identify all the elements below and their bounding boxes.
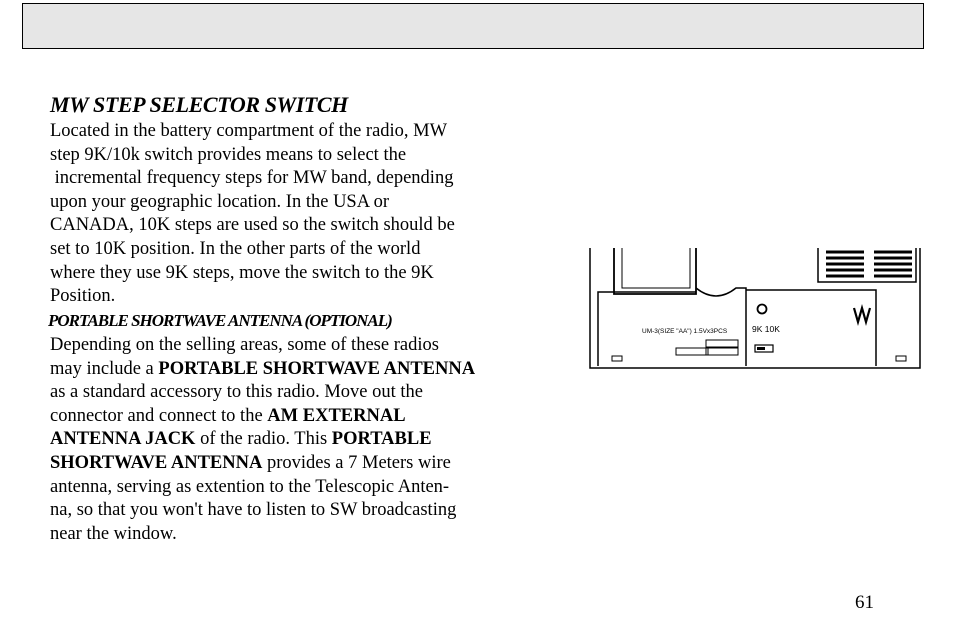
paragraph-shortwave-antenna [50, 334, 570, 546]
clip-left [612, 356, 622, 361]
text-line [50, 452, 570, 476]
section-title: MW STEP SELECTOR SWITCH [50, 92, 348, 117]
bold-term: AM EXTERNAL [267, 405, 406, 426]
step-switch-knob [757, 347, 765, 350]
text-line: near the window. [50, 523, 177, 544]
text-run: connector and connect to the [50, 405, 268, 426]
text-line: incremental frequency steps for MW band, depending [50, 168, 454, 189]
text-line: Depending on the selling areas, some of these radios [50, 335, 439, 355]
antenna-housing-inner [622, 248, 690, 288]
header-bar [22, 3, 924, 49]
bold-term: PORTABLE SHORTWAVE ANTENNA [158, 358, 476, 379]
battery-label: UM-3(SIZE "AA") 1.5Vx3PCS [642, 328, 728, 335]
antenna-jack-icon [758, 305, 767, 314]
text-run: may include a [50, 358, 159, 379]
text-line [50, 428, 570, 452]
text-line: na, so that you won't have to listen to SW broadcasting [50, 500, 457, 521]
text-run: of the radio. This [195, 429, 332, 450]
vent-grille [826, 252, 912, 276]
text-line: CANADA, 10K steps are used so the switch should be [50, 215, 455, 236]
page-number: 61 [855, 592, 874, 613]
antenna-housing [614, 248, 696, 294]
subheading-shortwave-antenna: PORTABLE SHORTWAVE ANTENNA (OPTIONAL) [48, 311, 392, 330]
text-line [50, 358, 570, 382]
clip-right [896, 356, 906, 361]
bold-term: PORTABLE [331, 429, 432, 450]
text-line [50, 405, 570, 429]
battery-compartment-diagram [586, 246, 926, 376]
bold-term: ANTENNA JACK [50, 429, 196, 450]
text-line: antenna, serving as extention to the Telescopic Anten- [50, 476, 450, 497]
text-line: where they use 9K steps, move the switch to the 9K [50, 262, 434, 283]
paragraph-mw-step [50, 120, 570, 309]
bold-term: SHORTWAVE ANTENNA [50, 452, 263, 473]
text-line: set to 10K position. In the other parts of the world [50, 238, 421, 259]
text-line: as a standard accessory to this radio. Move out the [50, 382, 423, 403]
spring-contact-icon [854, 308, 870, 322]
switch-label: 9K 10K [752, 324, 780, 334]
text-run: provides a 7 Meters wire [262, 452, 451, 473]
text-line: upon your geographic location. In the USA or [50, 191, 390, 212]
text-line: Position. [50, 286, 116, 307]
battery-slots [676, 340, 738, 355]
text-line: Located in the battery compartment of the radio, MW [50, 121, 448, 141]
text-line: step 9K/10k switch provides means to select the [50, 144, 407, 165]
